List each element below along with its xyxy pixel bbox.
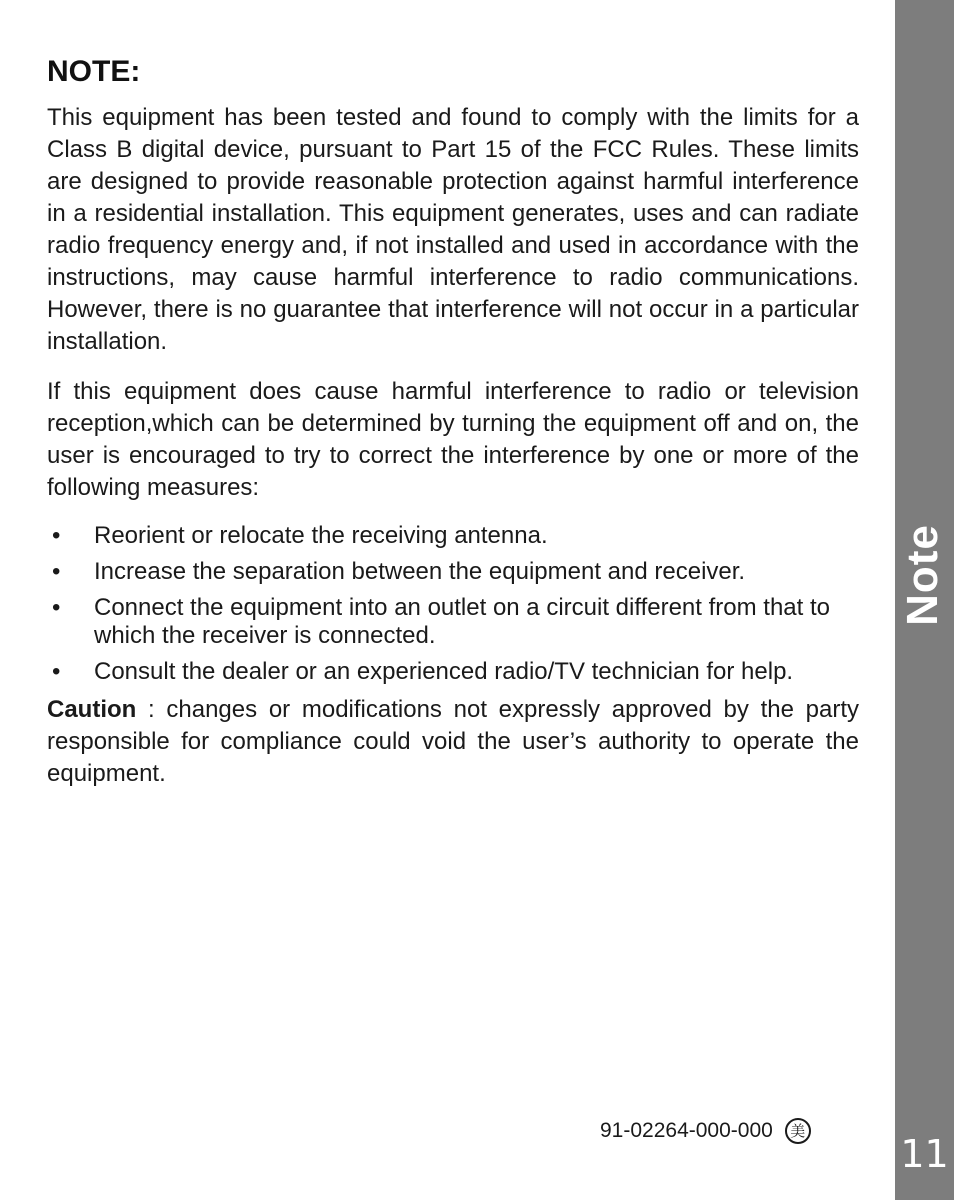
list-item <box>47 522 859 550</box>
region-mark-icon: 美 <box>785 1118 811 1144</box>
measures-list <box>47 522 859 686</box>
bullet-icon: • <box>52 594 61 621</box>
list-item-text: Increase the separation between the equipment and receiver. <box>94 558 746 585</box>
note-heading: NOTE: <box>47 55 141 88</box>
bullet-icon: • <box>52 558 61 585</box>
list-item <box>47 558 859 586</box>
bullet-icon: • <box>52 658 61 685</box>
list-item-text: Reorient or relocate the receiving antenna. <box>94 522 548 549</box>
page-number: 11 <box>900 1132 949 1176</box>
list-item <box>47 658 859 686</box>
list-item-text: Connect the equipment into an outlet on a circuit different from that to which the receiver is connected. <box>94 594 830 649</box>
list-item-text: Consult the dealer or an experienced radio/TV technician for help. <box>94 658 794 685</box>
paragraph-fcc-compliance: This equipment has been tested and found to comply with the limits for a Class B digital device, pursuant to Part 15 of the FCC Rules. These limits are designed to provide reasonable protection against harmful interference in a residential installation. This equipment generates, uses and can radiate radio frequency energy and, if not installed and used in accordance with the instructions, may cause harmful interference to radio communications. However, there is no guarantee that interference will not occur in a particular installation. <box>47 104 859 355</box>
caution-label: Caution <box>47 696 137 723</box>
document-code: 91-02264-000-000 <box>600 1119 773 1142</box>
bullet-icon: • <box>52 522 61 549</box>
paragraph-interference: If this equipment does cause harmful interference to radio or television reception,which can be determined by turning the equipment off and on, the user is encouraged to try to correct the interference by one or more of the following measures: <box>47 378 859 501</box>
footer <box>600 1118 811 1144</box>
caution-paragraph <box>47 694 859 790</box>
list-item <box>47 594 859 650</box>
caution-text: : changes or modifications not expressly approved by the party responsible for compliance could void the user’s authority to operate the equipment. <box>47 696 859 787</box>
document-body <box>47 52 859 790</box>
section-title: Note <box>898 524 947 626</box>
section-sidebar <box>895 0 954 1200</box>
